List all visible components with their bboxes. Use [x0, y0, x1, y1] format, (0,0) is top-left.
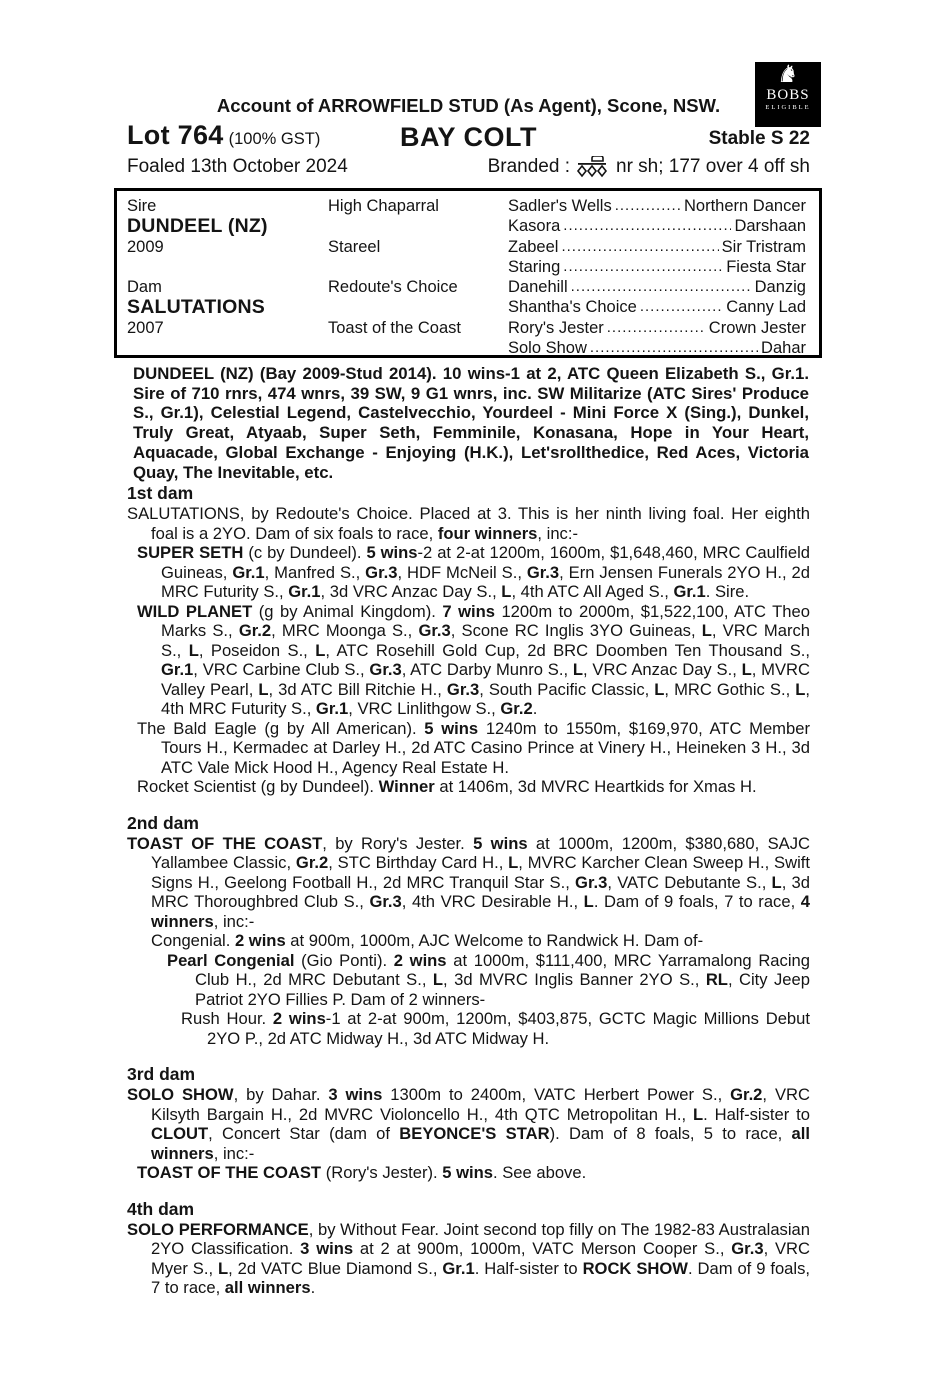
pedigree-row: [127, 237, 806, 257]
stable-label: Stable S 22: [708, 128, 810, 149]
pedigree-grandparent-cell: Stareel: [328, 237, 381, 256]
pedigree-paragraph: SOLO PERFORMANCE, by Without Fear. Joint second top filly on The 1982-83 Australasian 2YO Classification. 3 wins at 2 at 900m, 1000m, VATC Merson Cooper S., Gr.3, VRC Myer S., L, 2d VATC Blue Diamond S., Gr.1. Half-sister to ROCK SHOW. Dam of 9 foals, 7 to race, all winners.: [127, 1219, 811, 1297]
dotted-leader: [563, 257, 723, 277]
pedigree-grandparent-cell: High Chaparral: [328, 197, 439, 215]
dotted-leader: [563, 216, 731, 236]
ancestor-sire-name: Sir Tristram: [721, 237, 806, 256]
pedigree-paragraph: SUPER SETH (c by Dundeel). 5 wins-2 at 2-at 1200m, 1600m, $1,648,460, MRC Caulfield Guineas, Gr.1, Manfred S., Gr.3, HDF McNeil S., Gr.3, Ern Jensen Funerals 2YO H., 2d MRC Futurity S., Gr.1, 3d VRC Anzac Day S., L, 4th ATC All Aged S., Gr.1. Sire.: [137, 543, 811, 601]
ancestor-sire-name: Northern Dancer: [684, 197, 806, 215]
pedigree-greatgrandparent-cell: [508, 257, 806, 277]
ancestor-sire-name: Darshaan: [734, 217, 806, 236]
pedigree-grandparent-cell: [328, 338, 508, 358]
pedigree-row: [127, 338, 806, 358]
ancestor-name: Staring: [508, 257, 561, 276]
pedigree-paragraph: SALUTATIONS, by Redoute's Choice. Placed at 3. This is her ninth living foal. Her eighth foal is a 2YO. Dam of six foals to race, four winners, inc:-: [127, 504, 810, 543]
pedigree-greatgrandparent-cell: [508, 277, 806, 297]
foal-row: [127, 156, 810, 178]
pedigree-greatgrandparent-cell: [508, 196, 806, 216]
dam-section-heading: 2nd dam: [127, 812, 199, 833]
pedigree-row: [127, 196, 806, 216]
horse-head-icon: ♞: [777, 61, 799, 88]
dam-sections: [127, 483, 810, 1298]
ancestor-name: Zabeel: [508, 237, 559, 256]
pedigree-paragraph: The Bald Eagle (g by All American). 5 wins 1240m to 1550m, $169,970, ATC Member Tours H., Kermadec at Darley H., 2d ATC Casino Prince at Vinery H., Heineken 3 H., 3d ATC Vale Mick Hood H., Agency Real Estate H.: [137, 718, 810, 777]
ancestor-sire-name: Danzig: [754, 278, 806, 297]
ancestor-name: Rory's Jester: [508, 318, 604, 337]
ancestor-sire-name: Fiesta Star: [726, 257, 806, 276]
dotted-leader: [607, 318, 706, 338]
pedigree-parent-cell: DUNDEEL (NZ): [127, 215, 268, 238]
foaled-date: Foaled 13th October 2024: [127, 156, 348, 177]
bobs-label: BOBS: [766, 87, 810, 103]
dotted-leader: [615, 196, 681, 216]
dam-section-heading: 1st dam: [127, 483, 194, 503]
ancestor-name: Danehill: [508, 278, 568, 297]
pedigree-parent-cell: 2007: [127, 318, 164, 337]
pedigree-grandparent-cell: [328, 257, 508, 277]
dotted-leader: [590, 338, 758, 358]
pedigree-greatgrandparent-cell: [508, 237, 806, 257]
pedigree-paragraph: Rocket Scientist (g by Dundeel). Winner at 1406m, 3d MVRC Heartkids for Xmas H.: [137, 777, 757, 796]
pedigree-row: [127, 297, 806, 317]
lot-number: Lot 764: [127, 120, 224, 150]
ancestor-sire-name: Dahar: [761, 339, 806, 358]
pedigree-paragraph: WILD PLANET (g by Animal Kingdom). 7 wins 1200m to 2000m, $1,522,100, ATC Theo Marks S., Gr.2, MRC Moonga S., Gr.3, Scone RC Inglis 3YO Guineas, L, VRC March S., L, Poseidon S., L, ATC Rosehill Gold Cup, 2d BRC Doomben Ten Thousand S., Gr.1, VRC Carbine Club S., Gr.3, ATC Darby Munro S., L, VRC Anzac Day S., L, MVRC Valley Pearl, L, 3d ATC Bill Ritchie H., Gr.3, South Pacific Classic, L, MRC Gothic S., L, 4th MRC Futurity S., Gr.1, VRC Linlithgow S., Gr.2.: [137, 601, 810, 718]
lot-row: [127, 120, 810, 154]
pedigree-row: [127, 318, 806, 338]
pedigree-paragraph: Pearl Congenial (Gio Ponti). 2 wins at 1000m, $111,400, MRC Yarramalong Racing Club H., 2d MRC Debutant S., L, 3d MVRC Inglis Banner 2YO S., RL, City Jeep Patriot 2YO Fillies P. Dam of 2 winners-: [167, 950, 810, 1009]
ancestor-sire-name: Crown Jester: [708, 318, 806, 337]
dotted-leader: [571, 277, 752, 297]
brand-mark-icon: [576, 156, 610, 178]
ancestor-name: Solo Show: [508, 339, 587, 358]
pedigree-grandparent-cell: [328, 216, 508, 236]
pedigree-paragraph: Rush Hour. 2 wins-1 at 2-at 900m, 1200m, $403,875, GCTC Magic Millions Debut 2YO P., 2d ATC Midway H., 3d ATC Midway H.: [181, 1009, 810, 1048]
pedigree-parent-cell: Sire: [127, 197, 157, 215]
pedigree-grandparent-cell: Redoute's Choice: [328, 278, 458, 297]
ancestor-name: Shantha's Choice: [508, 298, 637, 317]
account-line: Account of ARROWFIELD STUD (As Agent), Scone, NSW.: [216, 95, 721, 116]
branded-prefix: Branded :: [487, 156, 570, 177]
pedigree-grandparent-cell: [328, 297, 508, 317]
ancestor-name: Sadler's Wells: [508, 197, 612, 215]
pedigree-parent-cell: [127, 257, 328, 277]
pedigree-grandparent-cell: Toast of the Coast: [328, 318, 461, 337]
pedigree-row: [127, 277, 806, 297]
pedigree-greatgrandparent-cell: [508, 338, 806, 358]
page-title: BAY COLT: [399, 122, 538, 152]
dotted-leader: [640, 297, 723, 317]
pedigree-greatgrandparent-cell: [508, 297, 806, 317]
pedigree-greatgrandparent-cell: [508, 216, 806, 236]
dotted-leader: [561, 237, 718, 257]
pedigree-parent-cell: SALUTATIONS: [127, 296, 265, 319]
gst-note: (100% GST): [228, 130, 321, 148]
dam-section-heading: 3rd dam: [127, 1064, 196, 1084]
brand-line: [488, 156, 810, 178]
pedigree-parent-cell: Dam: [127, 278, 162, 297]
pedigree-paragraph: TOAST OF THE COAST, by Rory's Jester. 5 wins at 1000m, 1200m, $380,680, SAJC Yallambee Classic, Gr.2, STC Birthday Card H., L, MVRC Karcher Clean Sweep H., Swift Signs H., Geelong Football H., 2d MRC Tranquil Star S., Gr.3, VATC Debutante S., L, 3d MRC Thoroughbred Club S., Gr.3, 4th VRC Desirable H., L. Dam of 9 foals, 7 to race, 4 winners, inc:-: [127, 833, 811, 931]
pedigree-table: [114, 188, 822, 358]
pedigree-parent-cell: [127, 338, 328, 358]
pedigree-row: [127, 257, 806, 277]
sire-summary: DUNDEEL (NZ) (Bay 2009-Stud 2014). 10 wins-1 at 2, ATC Queen Elizabeth S., Gr.1. Sire of 710 rnrs, 474 wnrs, 39 SW, 9 G1 wnrs, inc. SW Militarize (ATC Sires' Produce S., Gr.1), Celestial Legend, Castelvecchio, Yourdeel - Mini Force X (Sing.), Dunkel, Truly Great, Atyaab, Super Seth, Femminile, Konasana, Hope in Your Heart, Aquacade, Global Exchange - Enjoying (H.K.), Let'srollthedice, Red Aces, Victoria Quay, The Inevitable, etc.: [133, 364, 809, 482]
ancestor-name: Kasora: [508, 217, 561, 236]
pedigree-paragraph: TOAST OF THE COAST (Rory's Jester). 5 wins. See above.: [137, 1163, 587, 1182]
pedigree-paragraph: Congenial. 2 wins at 900m, 1000m, AJC Welcome to Randwick H. Dam of-: [151, 931, 704, 950]
pedigree-row: [127, 216, 806, 236]
dam-section-heading: 4th dam: [127, 1198, 195, 1219]
pedigree-parent-cell: 2009: [127, 237, 164, 256]
pedigree-paragraph: SOLO SHOW, by Dahar. 3 wins 1300m to 2400m, VATC Herbert Power S., Gr.2, VRC Kilsyth Bargain H., 2d MVRC Violoncello H., 4th QTC Metropolitan H., L. Half-sister to CLOUT, Concert Star (dam of BEYONCE'S STAR). Dam of 8 foals, 5 to race, all winners, inc:-: [127, 1085, 810, 1163]
eligible-label: ELIGIBLE: [765, 104, 811, 111]
ancestor-sire-name: Canny Lad: [726, 298, 806, 317]
pedigree-greatgrandparent-cell: [508, 318, 806, 338]
branded-suffix: nr sh; 177 over 4 off sh: [616, 156, 810, 177]
